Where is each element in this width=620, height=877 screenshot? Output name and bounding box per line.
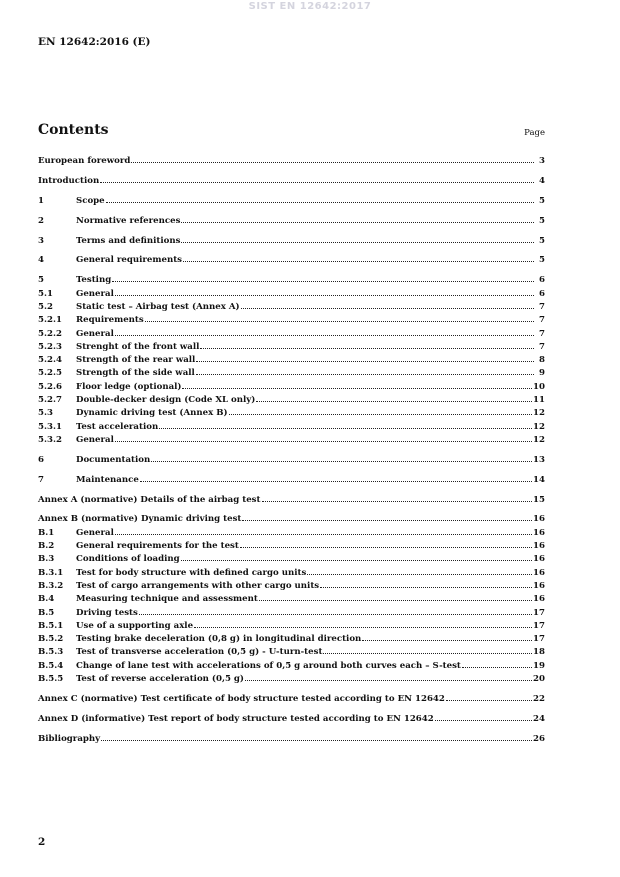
toc-entry[interactable] xyxy=(38,381,545,394)
toc-entry-title: Test of transverse acceleration (0,5 g) - U-turn-test xyxy=(76,647,323,658)
toc-dot-leader xyxy=(145,314,534,322)
toc-entry[interactable] xyxy=(38,354,545,367)
toc-entry[interactable] xyxy=(38,620,545,633)
toc-entry[interactable] xyxy=(38,593,545,606)
toc-dot-leader xyxy=(139,607,532,615)
toc-entry-title: Introduction xyxy=(38,175,100,186)
toc-entry-title: Conditions of loading xyxy=(76,554,180,565)
toc-entry-number: B.5.5 xyxy=(38,674,64,685)
toc-entry[interactable] xyxy=(38,454,545,467)
toc-entry-title: Floor ledge (optional) xyxy=(76,381,182,392)
toc-entry[interactable] xyxy=(38,328,545,341)
toc-entry-page: 3 xyxy=(539,156,545,166)
toc-dot-leader xyxy=(159,421,532,429)
toc-entry-number: B.5.1 xyxy=(38,620,64,631)
toc-entry-number: B.3.1 xyxy=(38,567,64,578)
toc-entry-page: 16 xyxy=(533,594,545,605)
toc-entry-page: 19 xyxy=(533,660,545,671)
toc-dot-leader xyxy=(115,288,534,296)
toc-entry[interactable] xyxy=(38,421,545,434)
toc-dot-leader xyxy=(446,693,532,701)
table-of-contents xyxy=(38,155,545,746)
toc-entry-title: Annex C (normative) Test certificate of body structure tested according to EN 12642 xyxy=(38,693,445,704)
toc-entry[interactable] xyxy=(38,175,545,188)
toc-entry-page: 15 xyxy=(533,494,545,505)
toc-entry[interactable] xyxy=(38,607,545,620)
toc-dot-leader xyxy=(181,215,534,223)
toc-entry-page: 9 xyxy=(539,368,545,379)
toc-entry[interactable] xyxy=(38,553,545,566)
toc-entry-number: 7 xyxy=(38,474,44,485)
toc-dot-leader xyxy=(242,513,532,521)
toc-entry-number: 5.2.5 xyxy=(38,368,62,379)
toc-entry-title: General requirements xyxy=(76,255,183,266)
toc-entry-title: Testing brake deceleration (0,8 g) in longitudinal direction xyxy=(76,634,362,645)
toc-entry-number: 5.3.2 xyxy=(38,434,62,445)
toc-dot-leader xyxy=(196,354,534,362)
toc-entry-number: 3 xyxy=(38,235,44,246)
toc-entry-title: Change of lane test with accelerations of 0,5 g around both curves each – S-test xyxy=(76,660,461,671)
toc-entry-number: B.4 xyxy=(38,594,55,605)
page-column-label: Page xyxy=(524,128,545,138)
toc-entry[interactable] xyxy=(38,235,545,248)
toc-dot-leader xyxy=(262,494,533,502)
toc-entry[interactable] xyxy=(38,474,545,487)
toc-dot-leader xyxy=(183,254,534,262)
toc-entry-title: Annex B (normative) Dynamic driving test xyxy=(38,514,242,525)
toc-dot-leader xyxy=(241,301,534,309)
toc-entry[interactable] xyxy=(38,341,545,354)
toc-entry-page: 16 xyxy=(533,514,545,525)
toc-entry-number: B.1 xyxy=(38,527,55,538)
toc-entry-number: B.2 xyxy=(38,541,55,552)
toc-dot-leader xyxy=(112,274,534,282)
toc-entry-page: 8 xyxy=(539,355,545,366)
toc-entry-number: 5.2.3 xyxy=(38,341,62,352)
toc-entry-page: 12 xyxy=(533,434,545,445)
toc-entry-page: 5 xyxy=(539,255,545,266)
toc-entry-page: 17 xyxy=(533,634,545,645)
toc-entry-page: 10 xyxy=(533,381,545,392)
toc-entry[interactable] xyxy=(38,660,545,673)
toc-entry[interactable] xyxy=(38,567,545,580)
toc-entry-number: 5.2.6 xyxy=(38,381,62,392)
page-number: 2 xyxy=(38,836,46,848)
toc-entry-title: General requirements for the test xyxy=(76,541,239,552)
toc-entry-page: 7 xyxy=(539,341,545,352)
toc-dot-leader xyxy=(115,434,532,442)
toc-entry-number: 5.2.2 xyxy=(38,328,62,339)
toc-dot-leader xyxy=(140,474,532,482)
toc-entry-title: Use of a supporting axle xyxy=(76,620,194,631)
toc-entry-title: Driving tests xyxy=(76,607,138,618)
toc-entry-page: 20 xyxy=(533,674,545,685)
toc-entry-page: 12 xyxy=(533,408,545,419)
toc-dot-leader xyxy=(106,195,534,203)
toc-dot-leader xyxy=(256,394,532,402)
toc-entry-number: B.3.2 xyxy=(38,580,64,591)
toc-entry-title: General xyxy=(76,288,114,299)
toc-dot-leader xyxy=(101,733,532,741)
toc-dot-leader xyxy=(362,633,532,641)
toc-entry-title: Normative references xyxy=(76,215,181,226)
toc-entry-title: European foreword xyxy=(38,156,131,166)
toc-entry-page: 17 xyxy=(533,607,545,618)
toc-entry-page: 14 xyxy=(533,474,545,485)
toc-entry-title: Maintenance xyxy=(76,474,139,485)
toc-entry-title: Requirements xyxy=(76,315,144,326)
toc-dot-leader xyxy=(196,367,534,375)
toc-entry[interactable] xyxy=(38,527,545,540)
toc-entry-page: 24 xyxy=(533,713,545,724)
toc-entry-number: 5.3.1 xyxy=(38,421,62,432)
toc-entry-number: B.5.4 xyxy=(38,660,64,671)
toc-entry-title: Documentation xyxy=(76,454,151,465)
toc-entry-page: 22 xyxy=(533,693,545,704)
toc-entry-title: Test of reverse acceleration (0,5 g) xyxy=(76,674,244,685)
toc-entry[interactable] xyxy=(38,407,545,420)
toc-dot-leader xyxy=(240,540,532,548)
toc-dot-leader xyxy=(462,660,532,668)
toc-entry-title: Test of cargo arrangements with other cargo units xyxy=(76,580,320,591)
toc-entry-number: 5.2.4 xyxy=(38,355,62,366)
toc-entry-title: Dynamic driving test (Annex B) xyxy=(76,408,228,419)
toc-entry-page: 13 xyxy=(533,454,545,465)
toc-entry-title: Strength of the rear wall xyxy=(76,355,196,366)
toc-entry-title: Test for body structure with defined cargo units xyxy=(76,567,307,578)
toc-entry-page: 12 xyxy=(533,421,545,432)
toc-entry-page: 7 xyxy=(539,315,545,326)
toc-entry-number: 5.3 xyxy=(38,408,53,419)
toc-entry[interactable] xyxy=(38,633,545,646)
toc-dot-leader xyxy=(323,646,532,654)
toc-entry-number: 5.2.7 xyxy=(38,395,62,406)
toc-entry-number: 6 xyxy=(38,454,44,465)
toc-entry[interactable] xyxy=(38,274,545,287)
watermark: SIST EN 12642:2017 xyxy=(248,1,372,12)
toc-entry[interactable] xyxy=(38,394,545,407)
toc-entry-number: 5.2.1 xyxy=(38,315,62,326)
toc-entry-page: 16 xyxy=(533,527,545,538)
toc-entry-title: Annex D (informative) Test report of body structure tested according to EN 12642 xyxy=(38,713,434,724)
toc-entry-page: 7 xyxy=(539,301,545,312)
toc-entry[interactable] xyxy=(38,195,545,208)
toc-entry[interactable] xyxy=(38,693,545,706)
toc-entry-number: 1 xyxy=(38,195,44,206)
toc-entry[interactable] xyxy=(38,301,545,314)
toc-entry-page: 11 xyxy=(533,395,545,406)
toc-entry-page: 16 xyxy=(533,554,545,565)
toc-entry-page: 6 xyxy=(539,288,545,299)
toc-entry-title: Bibliography xyxy=(38,733,101,744)
toc-entry-page: 18 xyxy=(533,647,545,658)
toc-entry-title: Test acceleration xyxy=(76,421,159,432)
toc-entry-title: Testing xyxy=(76,275,112,286)
toc-entry-page: 7 xyxy=(539,328,545,339)
document-identifier: EN 12642:2016 (E) xyxy=(38,36,151,48)
toc-entry[interactable] xyxy=(38,288,545,301)
toc-entry[interactable] xyxy=(38,673,545,686)
toc-entry[interactable] xyxy=(38,155,545,168)
toc-dot-leader xyxy=(115,527,532,535)
toc-entry-page: 5 xyxy=(539,195,545,206)
toc-entry-page: 4 xyxy=(539,175,545,186)
toc-dot-leader xyxy=(151,454,532,462)
toc-dot-leader xyxy=(245,673,532,681)
toc-dot-leader xyxy=(181,235,534,243)
toc-entry-title: Measuring technique and assessment xyxy=(76,594,258,605)
toc-entry-title: General xyxy=(76,527,114,538)
toc-entry[interactable] xyxy=(38,254,545,267)
toc-dot-leader xyxy=(200,341,534,349)
toc-dot-leader xyxy=(194,620,532,628)
toc-dot-leader xyxy=(131,155,534,163)
toc-entry[interactable] xyxy=(38,713,545,726)
toc-entry-number: B.3 xyxy=(38,554,55,565)
toc-dot-leader xyxy=(229,407,532,415)
toc-entry-page: 26 xyxy=(533,733,545,744)
contents-heading: Contents xyxy=(38,122,109,138)
toc-entry-page: 16 xyxy=(533,541,545,552)
toc-dot-leader xyxy=(182,381,532,389)
toc-entry-page: 6 xyxy=(539,275,545,286)
toc-dot-leader xyxy=(181,553,532,561)
toc-entry-title: Strenght of the front wall xyxy=(76,341,200,352)
toc-entry[interactable] xyxy=(38,540,545,553)
toc-entry[interactable] xyxy=(38,314,545,327)
toc-entry-title: Annex A (normative) Details of the airbag test xyxy=(38,494,261,505)
toc-entry[interactable] xyxy=(38,434,545,447)
toc-entry-number: 2 xyxy=(38,215,44,226)
toc-entry-number: 5 xyxy=(38,275,44,286)
toc-entry[interactable] xyxy=(38,733,545,746)
toc-entry-title: Strength of the side wall xyxy=(76,368,195,379)
toc-entry-page: 5 xyxy=(539,215,545,226)
toc-entry-number: 5.2 xyxy=(38,301,53,312)
toc-entry-page: 16 xyxy=(533,580,545,591)
toc-entry-title: Scope xyxy=(76,195,105,206)
toc-entry-number: 5.1 xyxy=(38,288,53,299)
toc-entry[interactable] xyxy=(38,580,545,593)
toc-entry-page: 17 xyxy=(533,620,545,631)
toc-entry[interactable] xyxy=(38,494,545,507)
toc-entry[interactable] xyxy=(38,215,545,228)
toc-dot-leader xyxy=(435,713,532,721)
toc-entry-number: 4 xyxy=(38,255,44,266)
toc-dot-leader xyxy=(259,593,532,601)
toc-dot-leader xyxy=(100,175,534,183)
toc-entry-title: Double-decker design (Code XL only) xyxy=(76,395,256,406)
toc-entry-title: Static test – Airbag test (Annex A) xyxy=(76,301,240,312)
toc-entry[interactable] xyxy=(38,367,545,380)
toc-dot-leader xyxy=(307,567,532,575)
toc-entry-title: General xyxy=(76,328,114,339)
toc-entry-page: 16 xyxy=(533,567,545,578)
toc-entry-title: General xyxy=(76,434,114,445)
toc-entry[interactable] xyxy=(38,513,545,526)
toc-dot-leader xyxy=(115,328,534,336)
toc-entry-number: B.5.3 xyxy=(38,647,64,658)
toc-entry-page: 5 xyxy=(539,235,545,246)
toc-entry-title: Terms and definitions xyxy=(76,235,181,246)
toc-entry-number: B.5.2 xyxy=(38,634,64,645)
toc-entry-number: B.5 xyxy=(38,607,55,618)
toc-entry[interactable] xyxy=(38,646,545,659)
toc-dot-leader xyxy=(320,580,532,588)
